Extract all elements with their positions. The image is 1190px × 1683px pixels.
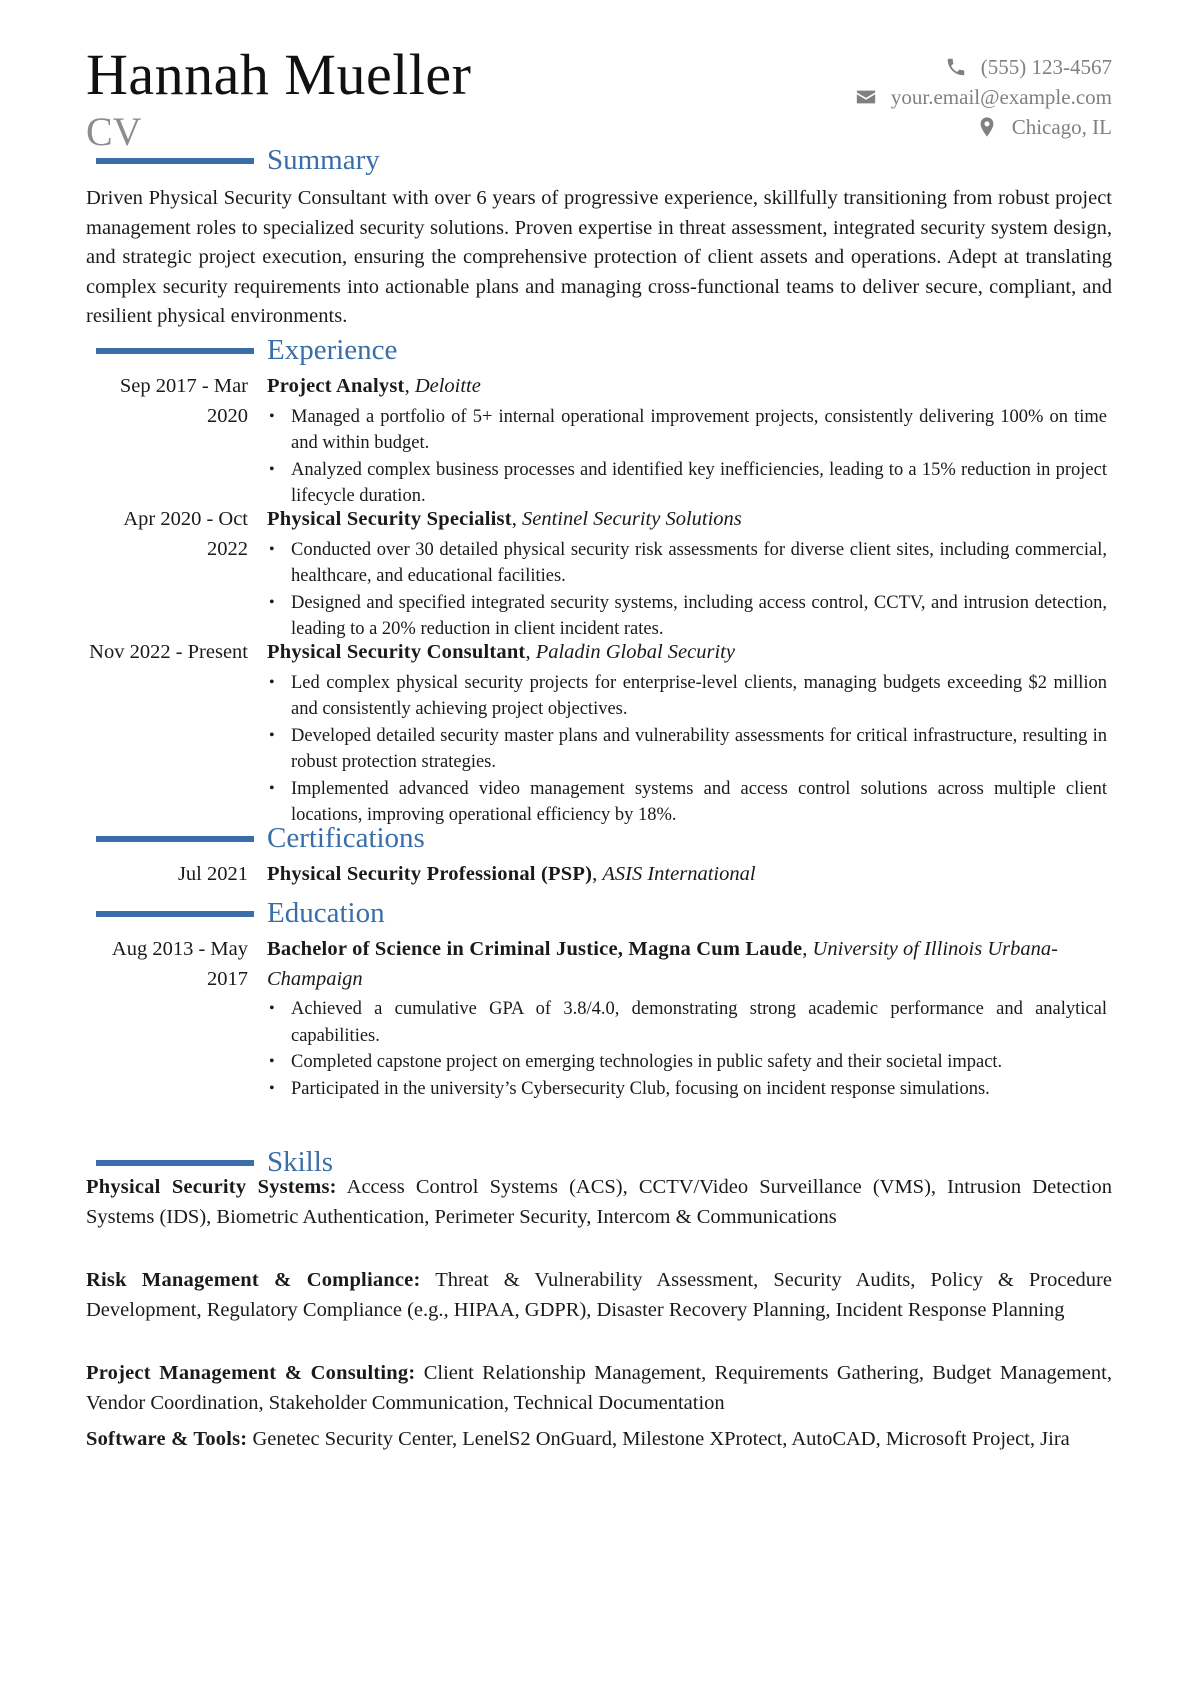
list-item: • Analyzed complex business processes and identified key inefficiencies, leading to a 15% reduction in project lifecycle duration. [291, 457, 1107, 510]
list-item: • Designed and specified integrated security systems, including access control, CCTV, and intrusion detection, leading to a 20% reduction in client incident rates. [291, 590, 1107, 643]
entry-date: Apr 2020 - Oct 2022 [123, 508, 248, 560]
entry-date: Sep 2017 - Mar 2020 [119, 375, 248, 427]
list-item: • Managed a portfolio of 5+ internal operational improvement projects, consistently delivering 100% on time and within budget. [291, 404, 1107, 457]
skill-category: Physical Security Systems: [86, 1176, 337, 1198]
entry-bullet-list [267, 537, 1107, 643]
section-heading-education [0, 895, 1190, 931]
section-title: Summary [267, 144, 380, 176]
section-heading-experience [0, 332, 1190, 368]
entry-body [267, 505, 1107, 643]
entry-body [267, 372, 1107, 510]
contact-email [855, 82, 1112, 112]
list-item: • Completed capstone project on emerging technologies in public safety and their societal impact. [291, 1049, 1107, 1076]
section-rule [96, 158, 254, 164]
location-text: Chicago, IL [1011, 115, 1112, 139]
entry-body [267, 638, 1107, 829]
list-item: • Developed detailed security master plans and vulnerability assessments for critical infrastructure, resulting in robust protection strategies. [291, 723, 1107, 776]
section-rule [96, 911, 254, 917]
entry-date: Jul 2021 [177, 863, 248, 885]
skill-group [86, 1359, 1112, 1418]
list-item: • Conducted over 30 detailed physical security risk assessments for diverse client sites, including commercial, healthcare, and educational facilities. [291, 537, 1107, 590]
candidate-name: Hannah Mueller [86, 42, 472, 107]
section-rule [96, 348, 254, 354]
entry-heading: Bachelor of Science in Criminal Justice, Magna Cum Laude, University of Illinois Urbana-Champaign [267, 938, 1058, 990]
section-rule [96, 836, 254, 842]
email-address[interactable]: your.email@example.com [890, 85, 1112, 109]
section-title: Skills [267, 1146, 334, 1178]
section-title: Certifications [267, 822, 425, 854]
entry-role: Physical Security Specialist [267, 508, 512, 530]
skill-category: Risk Management & Compliance: [86, 1269, 421, 1291]
entry-organization: Paladin Global Security [535, 641, 735, 663]
entry-organization: Sentinel Security Solutions [522, 508, 742, 530]
entry-role: Project Analyst [267, 375, 405, 397]
entry-heading: Physical Security Professional (PSP), ASIS International [267, 863, 756, 885]
entry-organization: ASIS International [602, 863, 756, 885]
entry-date: Aug 2013 - May 2017 [111, 938, 248, 990]
envelope-icon [855, 86, 877, 108]
skill-group [86, 1173, 1112, 1232]
entry-role: Physical Security Professional (PSP) [267, 863, 593, 885]
phone-icon [945, 56, 967, 78]
skill-list: Client Relationship Management, Requirements Gathering, Budget Management, Vendor Coordination, Stakeholder Communication, Technical Documentation [86, 1362, 1112, 1414]
entry-body [267, 935, 1107, 1102]
skill-list: Threat & Vulnerability Assessment, Security Audits, Policy & Procedure Development, Regulatory Compliance (e.g., HIPAA, GDPR), Disaster Recovery Planning, Incident Response Planning [86, 1269, 1112, 1321]
skill-category: Project Management & Consulting: [86, 1362, 416, 1384]
section-title: Education [267, 897, 385, 929]
entry-bullet-list [267, 404, 1107, 510]
list-item: • Achieved a cumulative GPA of 3.8/4.0, demonstrating strong academic performance and analytical capabilities. [291, 996, 1107, 1049]
list-item: • Participated in the university’s Cybersecurity Club, focusing on incident response simulations. [291, 1076, 1107, 1103]
entry-organization: Deloitte [414, 375, 481, 397]
summary-text: Driven Physical Security Consultant with over 6 years of progressive experience, skillfully transitioning from robust project management roles to specialized security solutions. Proven expertise in threat assessment, integrated security system design, and strategic project execution, ensuring the comprehensive protection of client assets and operations. Adept at translating complex security requirements into actionable plans and managing cross-functional teams to deliver secure, compliant, and resilient physical environments. [86, 187, 1112, 327]
skill-group [86, 1425, 1112, 1455]
skill-group [86, 1266, 1112, 1325]
contact-location [855, 112, 1112, 142]
section-heading-certifications [0, 820, 1190, 856]
list-item: • Led complex physical security projects for enterprise-level clients, managing budgets exceeding $2 million and consistently achieving project objectives. [291, 670, 1107, 723]
skill-list: Genetec Security Center, LenelS2 OnGuard, Milestone XProtect, AutoCAD, Microsoft Project, Jira [252, 1428, 1070, 1450]
entry-heading: Physical Security Specialist, Sentinel Security Solutions [267, 508, 742, 530]
phone-number[interactable]: (555) 123-4567 [980, 55, 1112, 79]
skill-list: Access Control Systems (ACS), CCTV/Video Surveillance (VMS), Intrusion Detection Systems (IDS), Biometric Authentication, Perimeter Security, Intercom & Communications [86, 1176, 1112, 1228]
entry-role: Physical Security Consultant [267, 641, 526, 663]
contact-phone [855, 52, 1112, 82]
entry-date: Nov 2022 - Present [89, 641, 248, 663]
section-rule [96, 1160, 254, 1166]
entry-organization: University of Illinois Urbana-Champaign [267, 938, 1058, 990]
section-heading-summary [0, 142, 1190, 178]
map-pin-icon [976, 116, 998, 138]
entry-role: Bachelor of Science in Criminal Justice, Magna Cum Laude [267, 938, 803, 960]
skill-category: Software & Tools: [86, 1428, 248, 1450]
section-title: Experience [267, 334, 398, 366]
entry-heading: Project Analyst, Deloitte [267, 375, 481, 397]
entry-bullet-list [267, 670, 1107, 829]
entry-body [267, 860, 1107, 890]
document-type: CV [86, 109, 142, 154]
entry-bullet-list [267, 996, 1107, 1102]
list-item: • Implemented advanced video management systems and access control solutions across multiple client locations, improving operational efficiency by 18%. [291, 776, 1107, 829]
entry-heading: Physical Security Consultant, Paladin Global Security [267, 641, 735, 663]
contact-block [855, 52, 1112, 142]
